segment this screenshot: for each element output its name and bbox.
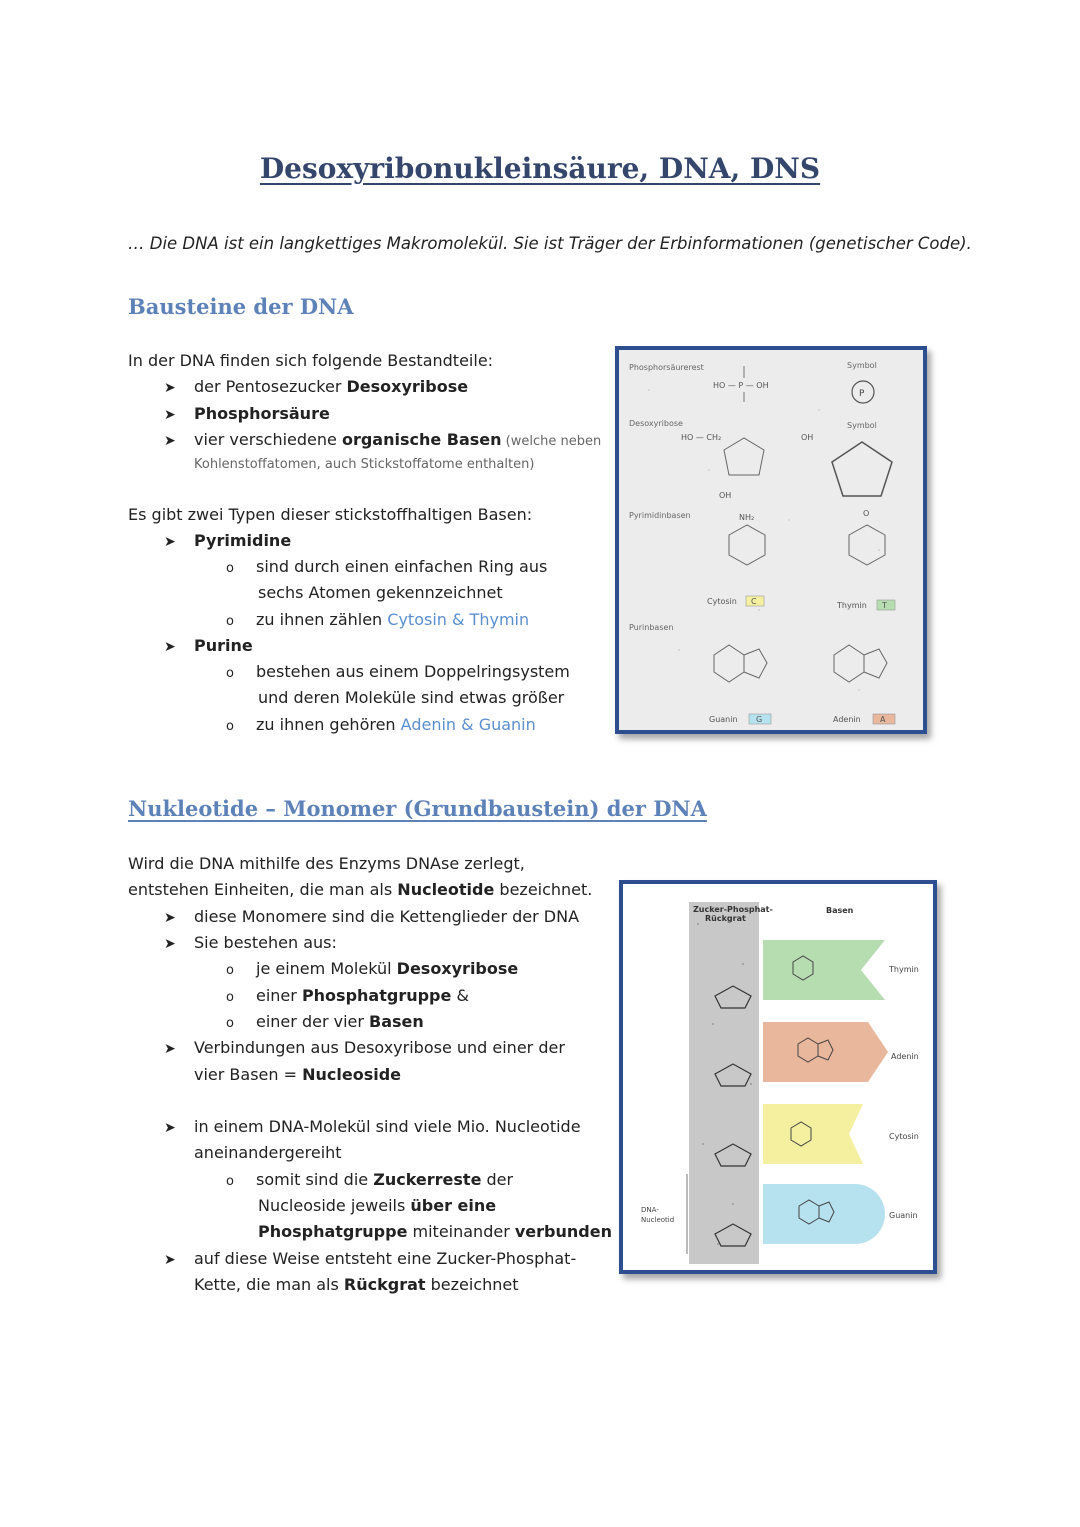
list-item-note: Kohlenstoffatomen, auch Stickstoffatome enthalten) (194, 457, 535, 472)
arrow-bullet-icon: ➤ (164, 534, 176, 550)
base-cytosin-shape (763, 1104, 863, 1164)
circle-bullet-icon: o (226, 614, 234, 629)
list-item-pyrimidine: ➤ Pyrimidine (164, 528, 291, 555)
sub-item: o bestehen aus einem Doppelringsystem (226, 659, 570, 687)
base-adenin-shape (763, 1022, 888, 1082)
arrow-bullet-icon: ➤ (164, 1252, 176, 1268)
list-item: ➤ in einem DNA-Molekül sind viele Mio. Nucleotide (164, 1114, 581, 1141)
list-item: ➤ Sie bestehen aus: (164, 930, 337, 957)
label-guanin: Guanin (709, 715, 738, 724)
nucleotide-chain-diagram (623, 884, 933, 1270)
intro-text: … Die DNA ist ein langkettiges Makromolekül. Sie ist Träger der Erbinformationen (genetischer Code). (128, 234, 972, 253)
circle-bullet-icon: o (226, 1016, 234, 1031)
label-thymin: Thymin (837, 601, 867, 610)
circle-bullet-icon: o (226, 1174, 234, 1189)
svg-text:HO — P — OH: HO — P — OH (713, 381, 769, 390)
label-dna-nucleotid-2: Nucleotid (641, 1216, 675, 1224)
label-guanin: Guanin (889, 1211, 918, 1220)
arrow-bullet-icon: ➤ (164, 910, 176, 926)
svg-text:OH: OH (719, 491, 732, 500)
section-heading-bausteine: Bausteine der DNA (128, 294, 354, 319)
circle-bullet-icon: o (226, 963, 234, 978)
svg-text:HO — CH₂: HO — CH₂ (681, 433, 722, 442)
circle-bullet-icon: o (226, 719, 234, 734)
list-item: ➤ der Pentosezucker Desoxyribose (164, 374, 468, 401)
label-dna-nucleotid: DNA- (641, 1206, 659, 1214)
label-phosphorsaeurerest: Phosphorsäurerest (629, 363, 704, 372)
svg-text:O: O (863, 509, 870, 518)
circle-bullet-icon: o (226, 561, 234, 576)
label-adenin: Adenin (891, 1052, 919, 1061)
sub-item: o sind durch einen einfachen Ring aus (226, 554, 547, 582)
label-backbone-2: Rückgrat (705, 914, 746, 923)
circle-bullet-icon: o (226, 990, 234, 1005)
label-guanin-letter: G (756, 715, 763, 724)
label-symbol: Symbol (847, 421, 877, 430)
section2-para-line: entstehen Einheiten, die man als Nucleotide bezeichnet. (128, 880, 593, 899)
dna-components-figure (615, 346, 927, 734)
label-adenin-letter: A (880, 715, 886, 724)
sub-item-cont: sechs Atomen gekennzeichnet (258, 583, 503, 602)
list-item: ➤ diese Monomere sind die Kettenglieder der DNA (164, 904, 579, 931)
label-basen: Basen (826, 906, 854, 915)
svg-text:NH₂: NH₂ (739, 513, 755, 522)
arrow-bullet-icon: ➤ (164, 380, 176, 396)
arrow-bullet-icon: ➤ (164, 433, 176, 449)
label-purinbasen: Purinbasen (629, 623, 674, 632)
label-cytosin: Cytosin (707, 597, 737, 606)
section2-body (128, 851, 612, 1301)
circle-bullet-icon: o (226, 666, 234, 681)
page-title: Desoxyribonukleinsäure, DNA, DNS (259, 152, 821, 185)
svg-text:OH: OH (801, 433, 814, 442)
arrow-bullet-icon: ➤ (164, 1120, 176, 1136)
sub-item: o einer der vier Basen (226, 1009, 424, 1037)
sub-item: o somit sind die Zuckerreste der (226, 1167, 513, 1195)
list-item: ➤ auf diese Weise entsteht eine Zucker-Phosphat- (164, 1246, 576, 1273)
label-cytosin-letter: C (751, 597, 757, 606)
list-item: ➤ vier verschiedene organische Basen (welche neben (164, 427, 601, 455)
types-lead: Es gibt zwei Typen dieser stickstoffhaltigen Basen: (128, 505, 533, 524)
dna-components-diagram (619, 350, 923, 730)
list-item-purine: ➤ Purine (164, 633, 253, 660)
arrow-bullet-icon: ➤ (164, 1041, 176, 1057)
label-thymin: Thymin (889, 965, 919, 974)
sub-item: o einer Phosphatgruppe & (226, 983, 469, 1011)
label-desoxyribose: Desoxyribose (629, 419, 683, 428)
list-item: ➤ Verbindungen aus Desoxyribose und einer der (164, 1035, 565, 1062)
sub-item: o je einem Molekül Desoxyribose (226, 956, 518, 984)
section-heading-nukleotide: Nukleotide – Monomer (Grundbaustein) der DNA (128, 796, 707, 821)
list-item-cont: aneinandergereiht (194, 1143, 342, 1162)
label-thymin-letter: T (882, 601, 887, 610)
backbone-strip (689, 902, 759, 1264)
sub-item-cont: und deren Moleküle sind etwas größer (258, 688, 565, 707)
sub-item-cont: Nucleoside jeweils über eine (258, 1196, 497, 1215)
label-cytosin: Cytosin (889, 1132, 919, 1141)
section1-lead: In der DNA finden sich folgende Bestandteile: (128, 351, 494, 370)
list-item-cont: Kette, die man als Rückgrat bezeichnet (194, 1275, 519, 1294)
sub-item: o zu ihnen zählen Cytosin & Thymin (226, 607, 529, 635)
arrow-bullet-icon: ➤ (164, 936, 176, 952)
label-backbone: Zucker-Phosphat- (693, 905, 773, 914)
arrow-bullet-icon: ➤ (164, 639, 176, 655)
label-pyrimidinbasen: Pyrimidinbasen (629, 511, 691, 520)
sub-item: o zu ihnen gehören Adenin & Guanin (226, 712, 536, 740)
section1-body (128, 348, 602, 748)
sub-item-cont: Phosphatgruppe miteinander verbunden (258, 1222, 612, 1241)
list-item: ➤ Phosphorsäure (164, 401, 330, 428)
list-item-cont: vier Basen = Nucleoside (194, 1065, 402, 1084)
arrow-bullet-icon: ➤ (164, 407, 176, 423)
base-guanin-shape (763, 1184, 885, 1244)
label-symbol: Symbol (847, 361, 877, 370)
section2-para-line: Wird die DNA mithilfe des Enzyms DNAse zerlegt, (128, 854, 525, 873)
label-symbol-p: P (859, 389, 865, 399)
nucleotide-chain-figure (619, 880, 937, 1274)
label-adenin: Adenin (833, 715, 861, 724)
